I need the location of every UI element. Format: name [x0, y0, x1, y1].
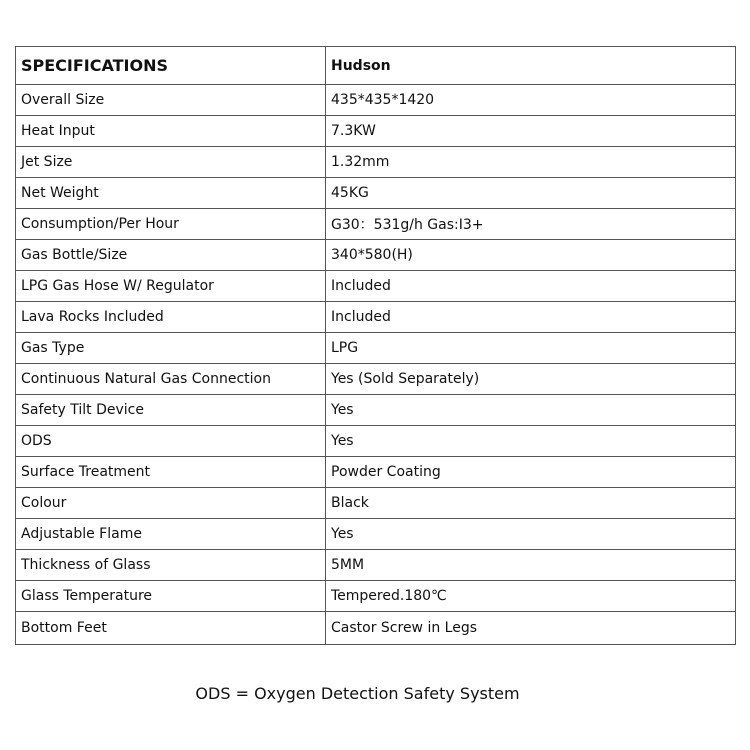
table-row [16, 178, 736, 209]
spec-value: Yes (Sold Separately) [326, 364, 736, 395]
spec-value: Yes [326, 426, 736, 457]
spec-label: Adjustable Flame [16, 519, 326, 550]
spec-value: Yes [326, 395, 736, 426]
spec-label: LPG Gas Hose W/ Regulator [16, 271, 326, 302]
table-row [16, 147, 736, 178]
spec-value: 7.3KW [326, 116, 736, 147]
spec-label: Thickness of Glass [16, 550, 326, 581]
table-row [16, 240, 736, 271]
spec-label: Jet Size [16, 147, 326, 178]
spec-value: 45KG [326, 178, 736, 209]
table-row [16, 457, 736, 488]
table-row [16, 519, 736, 550]
table-row [16, 395, 736, 426]
spec-label: Gas Type [16, 333, 326, 364]
spec-label: Bottom Feet [16, 612, 326, 645]
column-header-model: Hudson [326, 47, 736, 85]
spec-value: 435*435*1420 [326, 85, 736, 116]
spec-value: 5MM [326, 550, 736, 581]
spec-value: Tempered.180℃ [326, 581, 736, 612]
spec-value: Powder Coating [326, 457, 736, 488]
spec-value: Included [326, 271, 736, 302]
table-row [16, 488, 736, 519]
spec-value: LPG [326, 333, 736, 364]
table-row [16, 426, 736, 457]
table-row [16, 581, 736, 612]
ods-footnote: ODS = Oxygen Detection Safety System [195, 684, 520, 703]
spec-value: Black [326, 488, 736, 519]
spec-label: Gas Bottle/Size [16, 240, 326, 271]
table-row [16, 302, 736, 333]
spec-label: Colour [16, 488, 326, 519]
spec-value: Castor Screw in Legs [326, 612, 736, 645]
table-row [16, 333, 736, 364]
spec-label: Safety Tilt Device [16, 395, 326, 426]
spec-value: 1.32mm [326, 147, 736, 178]
table-row [16, 364, 736, 395]
spec-label: ODS [16, 426, 326, 457]
spec-value: Included [326, 302, 736, 333]
table-row [16, 550, 736, 581]
table-row [16, 612, 736, 645]
specifications-table [15, 46, 736, 645]
spec-value: 340*580(H) [326, 240, 736, 271]
spec-value: G30：531g/h Gas:I3+ [326, 209, 736, 240]
table-row [16, 116, 736, 147]
spec-label: Lava Rocks Included [16, 302, 326, 333]
spec-label: Glass Temperature [16, 581, 326, 612]
table-row [16, 209, 736, 240]
table-row [16, 85, 736, 116]
spec-label: Heat Input [16, 116, 326, 147]
spec-label: Overall Size [16, 85, 326, 116]
table-row [16, 271, 736, 302]
spec-label: Continuous Natural Gas Connection [16, 364, 326, 395]
table-header-row [16, 47, 736, 85]
column-header-specifications: SPECIFICATIONS [16, 47, 326, 85]
spec-value: Yes [326, 519, 736, 550]
spec-label: Net Weight [16, 178, 326, 209]
spec-label: Consumption/Per Hour [16, 209, 326, 240]
spec-label: Surface Treatment [16, 457, 326, 488]
